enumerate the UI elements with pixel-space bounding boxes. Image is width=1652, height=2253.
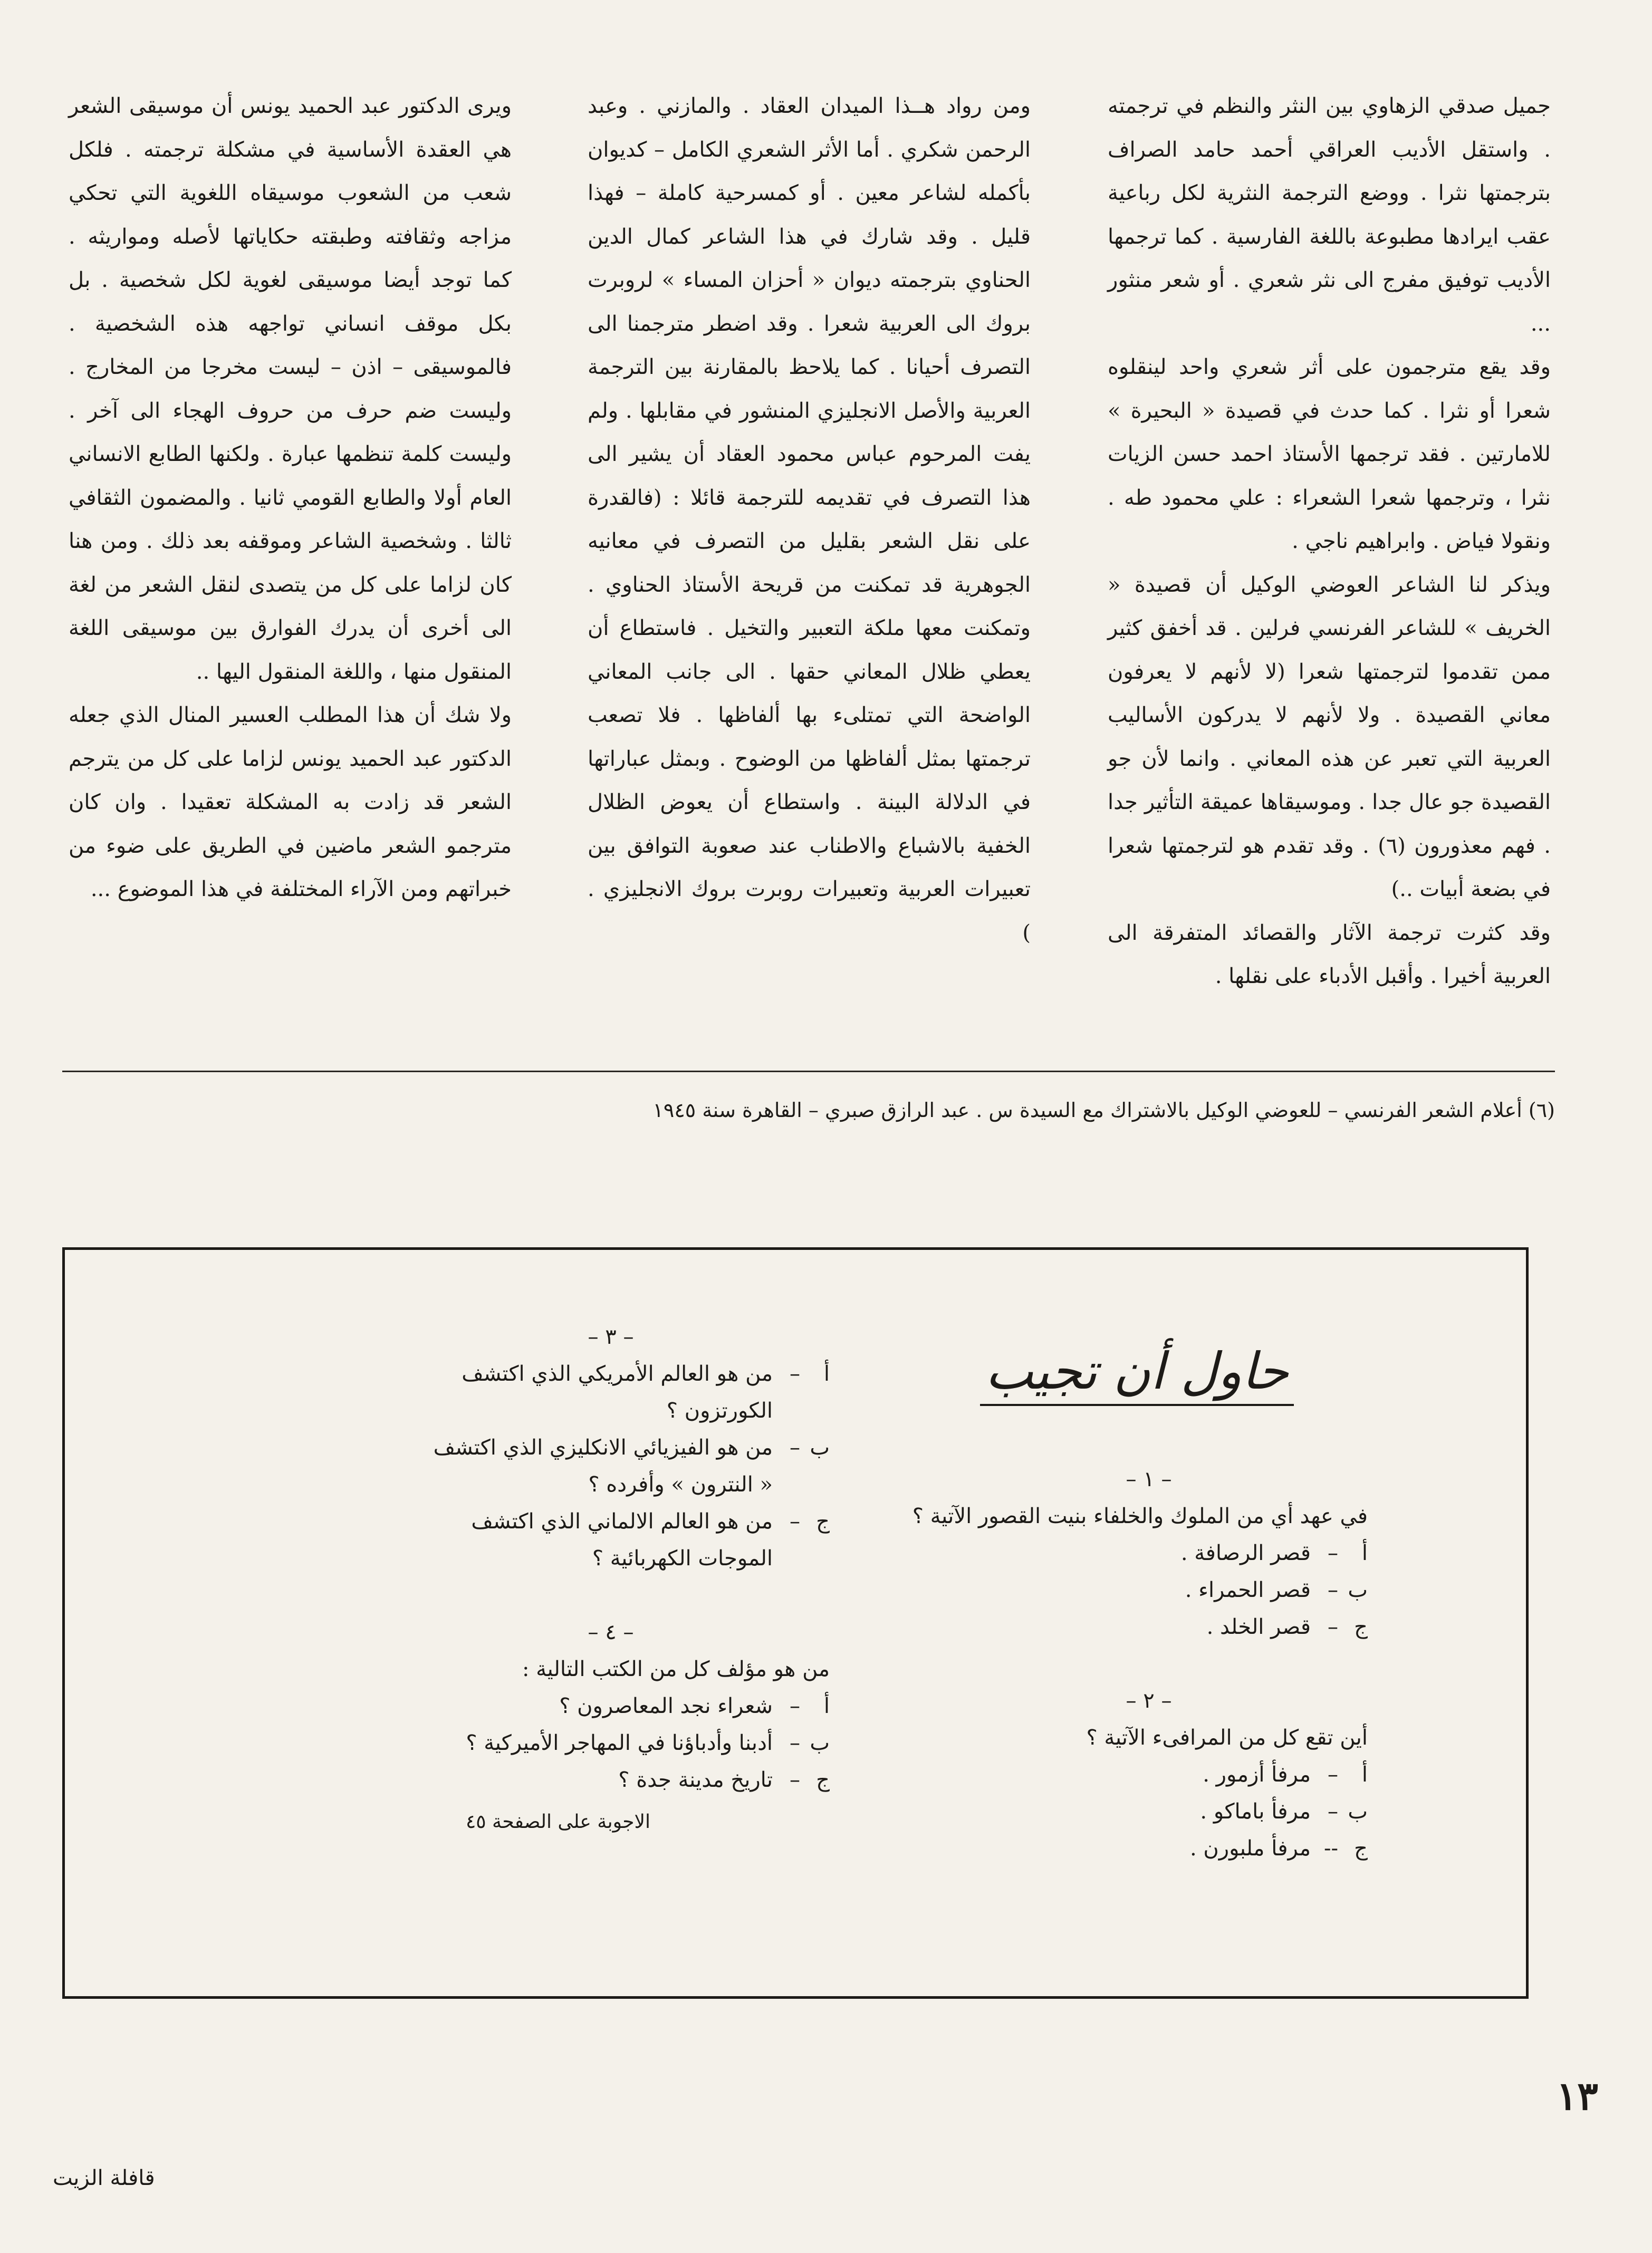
quiz-column-right [840,1461,1368,1867]
magazine-name: قافلة الزيت [53,2166,155,2190]
quiz-item-text: قصر الحمراء . [1185,1578,1311,1602]
quiz-item [840,1830,1368,1867]
quiz-item-dash: – [1328,1578,1338,1602]
quiz-item-text: تاريخ مدينة جدة ؟ [618,1768,773,1792]
quiz-item-text: مرفأ أزمور . [1203,1763,1311,1787]
paragraph: ويرى الدكتور عبد الحميد يونس أن موسيقى الشعر هي العقدة الأساسية في مشكلة ترجمته . فلكل شعب من الشعوب موسيقاه اللغوية التي تحكي مزاجه وثقافته وطبقته حكاياتها لأصله ومواريثه . كما توجد أيضا موسيقى لغوية لكل شخصية . بل بكل موقف انساني تواجهه هذه الشخصية . فالموسيقى – اذن – ليست مخرجا من المخارج . وليست ضم حرف من حروف الهجاء الى آخر . وليست كلمة تنظمها عبارة . ولكنها الطابع الانساني العام أولا والطابع القومي ثانيا . والمضمون الثقافي ثالثا . وشخصية الشاعر وموقفه بعد ذلك . ومن هنا كان لزاما على كل من يتصدى لنقل الشعر من لغة الى أخرى أن يدرك الفوارق بين موسيقى اللغة المنقول منها ، واللغة المنقول اليها .. [69,94,512,684]
quiz-item-letter: ج [1354,1836,1368,1861]
quiz-question: أين تقع كل من المرافىء الآتية ؟ [1086,1726,1368,1750]
quiz-item-dash: – [1328,1763,1338,1787]
quiz-item [302,1355,830,1392]
quiz-item-dash: – [790,1694,800,1718]
paragraph: ولا شك أن هذا المطلب العسير المنال الذي جعله الدكتور عبد الحميد يونس لزاما على كل من يترجم الشعر قد زادت به المشكلة تعقيدا . وان كان مترجمو الشعر ماضين في الطريق على ضوء من خبراتهم ومن الآراء المختلفة في هذا الموضوع ... [69,703,512,901]
quiz-column-left [302,1318,830,1841]
paragraph: وقد كثرت ترجمة الآثار والقصائد المتفرقة الى العربية أخيرا . وأقبل الأدباء على نقلها . [1108,920,1551,988]
quiz-item [840,1793,1368,1830]
quiz-item-letter: أ [1361,1541,1368,1565]
quiz-item-letter: ب [810,1436,830,1460]
quiz-item-continuation: الكورتزون ؟ [666,1399,773,1423]
quiz-item-dash: – [790,1362,800,1386]
quiz-item-text: من هو الفيزيائي الانكليزي الذي اكتشف [433,1436,773,1460]
quiz-item-letter: ب [1348,1578,1368,1602]
quiz-item-text: أدبنا وأدباؤنا في المهاجر الأميركية ؟ [466,1731,773,1755]
quiz-item [302,1688,830,1725]
article-column-middle [588,84,1031,955]
footnote: (٦) أعلام الشعر الفرنسي – للعوضي الوكيل بالاشتراك مع السيدة س . عبد الرازق صبري – القاهرة سنة ١٩٤٥ [652,1099,1555,1122]
quiz-item-continuation: الموجات الكهربائية ؟ [592,1546,773,1571]
quiz-item-letter: أ [823,1694,830,1718]
quiz-item [840,1535,1368,1572]
quiz-section-number: – ٢ – [1126,1689,1172,1713]
quiz-item-letter: أ [823,1362,830,1386]
quiz-item-dash: – [1328,1541,1338,1565]
quiz-section-number: – ٤ – [588,1620,634,1644]
paragraph: ويذكر لنا الشاعر العوضي الوكيل أن قصيدة « الخريف » للشاعر الفرنسي فرلين . قد أخفق كثير ممن تقدموا لترجمتها شعرا (لا لأنهم لا يعرفون معاني القصيدة . ولا لأنهم لا يدركون الأساليب العربية التي تعبر عن هذه المعاني . وانما لأن جو القصيدة جو عال جدا . وموسيقاها عميقة التأثير جدا . فهم معذورون (٦) . وقد تقدم هو لترجمتها شعرا في بضعة أبيات ..) [1108,572,1551,901]
quiz-item [302,1761,830,1798]
paragraph: ومن رواد هــذا الميدان العقاد . والمازني . وعبد الرحمن شكري . أما الأثر الشعري الكامل – كديوان بأكمله لشاعر معين . أو كمسرحية كاملة – فهذا قليل . وقد شارك في هذا الشاعر كمال الدين الحناوي بترجمته ديوان « أحزان المساء » لروبرت بروك الى العربية شعرا . وقد اضطر مترجمنا الى التصرف أحيانا . كما يلاحظ بالمقارنة بين الترجمة العربية والأصل الانجليزي المنشور في مقابلها . ولم يفت المرحوم عباس محمود العقاد أن يشير الى هذا التصرف في تقديمه للترجمة قائلا : (فالقدرة على نقل الشعر بقليل من التصرف في معانيه الجوهرية قد تمكنت من قريحة الأستاذ الحناوي . وتمكنت معها ملكة التعبير والتخيل . فاستطاع أن يعطي ظلال المعاني حقها . الى جانب المعاني الواضحة التي تمتلىء بها ألفاظها . فلا تصعب ترجمتها بمثل ألفاظها من الوضوح . وبمثل عباراتها في الدلالة البينة . واستطاع أن يعوض الظلال الخفية بالاشباع والاطناب عند صعوبة التوافق بين تعبيرات العربية وتعبيرات روبرت بروك الانجليزي . ) [588,94,1031,945]
quiz-item-letter: ج [816,1509,830,1534]
quiz-item [302,1725,830,1761]
paragraph: وقد يقع مترجمون على أثر شعري واحد لينقلوه شعرا أو نثرا . كما حدث في قصيدة « البحيرة » للامارتين . فقد ترجمها الأستاذ احمد حسن الزيات نثرا ، وترجمها شعرا الشعراء : علي محمود طه . ونقولا فياض . وابراهيم ناجي . [1108,355,1551,553]
quiz-item-text: مرفأ ملبورن . [1189,1836,1311,1861]
quiz-item-dash: – [1328,1799,1338,1824]
quiz-item [840,1609,1368,1645]
quiz-item-letter: ب [810,1731,830,1755]
quiz-item-letter: ج [1354,1615,1368,1639]
quiz-item-dash: – [790,1731,800,1755]
quiz-question: في عهد أي من الملوك والخلفاء بنيت القصور الآتية ؟ [912,1504,1368,1528]
quiz-item-letter: ب [1348,1799,1368,1824]
quiz-item [840,1572,1368,1609]
paragraph: جميل صدقي الزهاوي بين النثر والنظم في ترجمته . واستقل الأديب العراقي أحمد حامد الصراف بترجمتها نثرا . ووضع الترجمة النثرية لكل رباعية عقب ايرادها مطبوعة باللغة الفارسية . كما ترجمها الأديب توفيق مفرج الى نثر شعري . أو شعر منثور ... [1108,94,1551,336]
quiz-item-text: شعراء نجد المعاصرون ؟ [559,1694,773,1718]
spacer [840,1645,1368,1682]
quiz-section-number: – ٣ – [588,1325,634,1349]
quiz-item-dash: -- [1323,1836,1338,1861]
quiz-item-text: من هو العالم الالماني الذي اكتشف [471,1509,773,1534]
quiz-item-letter: أ [1361,1763,1368,1787]
spacer [302,1577,830,1614]
quiz-item-dash: – [790,1509,800,1534]
quiz-section-number: – ١ – [1126,1467,1172,1491]
quiz-item [302,1429,830,1466]
quiz-item-text: من هو العالم الأمريكي الذي اكتشف [462,1362,773,1386]
quiz-item-dash: – [790,1768,800,1792]
article-column-right [1108,84,1551,998]
quiz-item [840,1756,1368,1793]
quiz-question: من هو مؤلف كل من الكتب التالية : [522,1657,830,1681]
quiz-item-letter: ج [816,1768,830,1792]
footnote-divider [62,1071,1555,1072]
quiz-item-continuation: « النترون » وأفرده ؟ [588,1472,773,1497]
quiz-item [302,1503,830,1540]
quiz-box [62,1247,1529,1999]
quiz-item-dash: – [790,1436,800,1460]
quiz-item-dash: – [1328,1615,1338,1639]
article-column-left [69,84,512,911]
quiz-answers-note: الاجوبة على الصفحة ٤٥ [465,1811,650,1833]
page-number: ١٣ [1556,2074,1598,2119]
quiz-title: حاول أن تجيب [980,1340,1294,1406]
quiz-item-text: قصر الخلد . [1206,1615,1311,1639]
quiz-item-text: قصر الرصافة . [1180,1541,1311,1565]
quiz-item-text: مرفأ باماكو . [1200,1799,1311,1824]
